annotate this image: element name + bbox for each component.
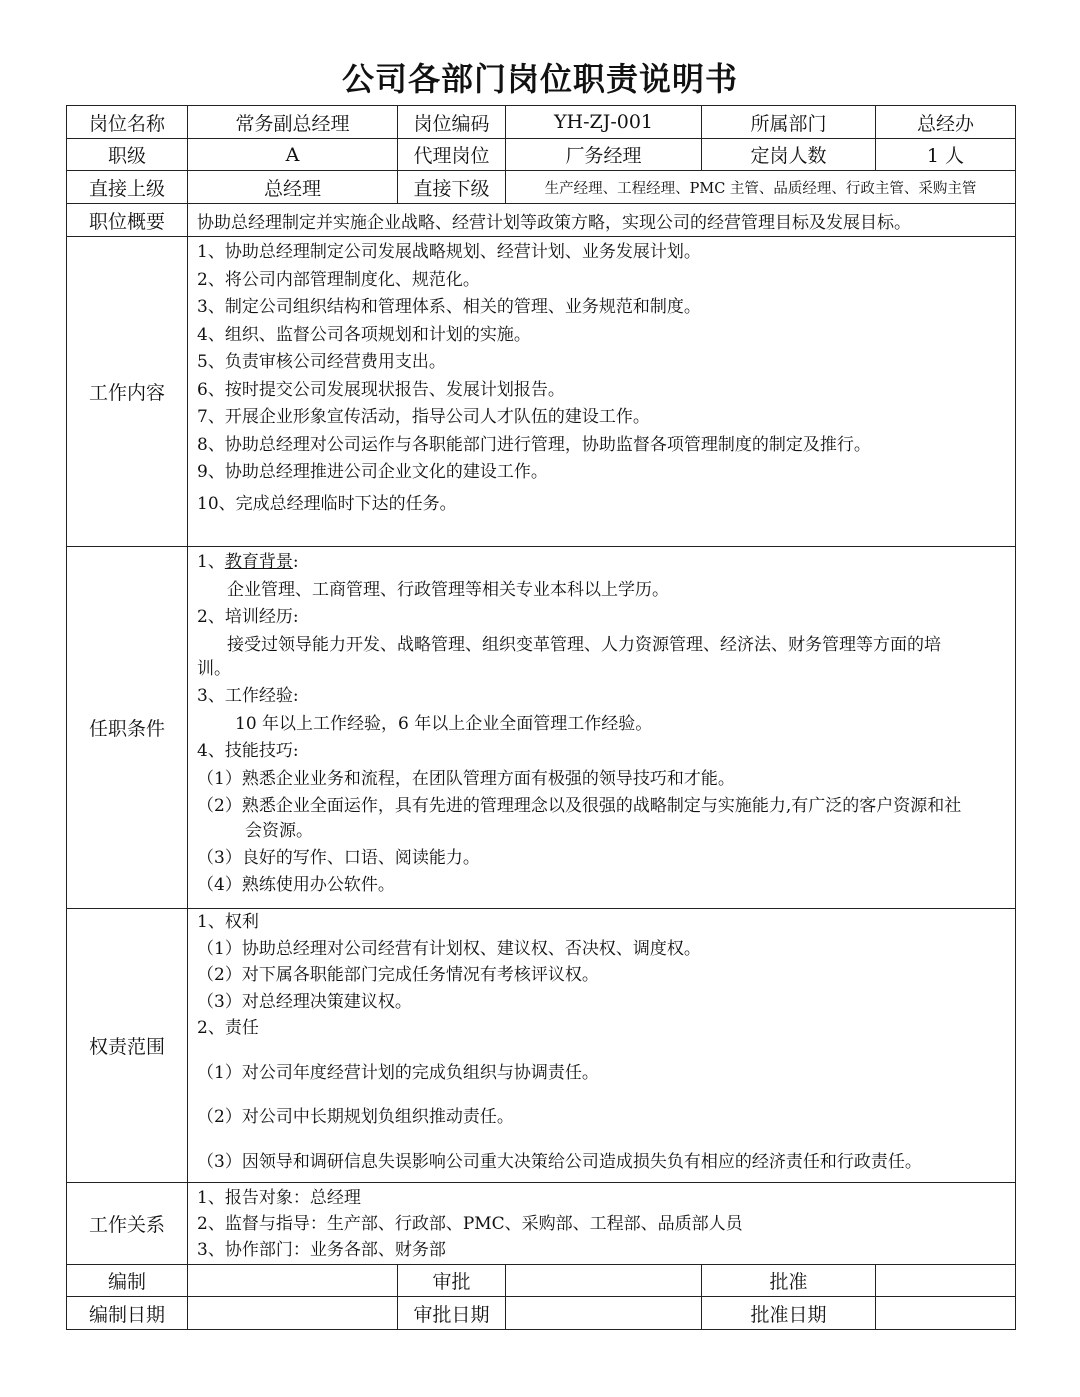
row-duties — [67, 237, 1016, 547]
level: A — [188, 139, 398, 171]
label-review-date: 审批日期 — [398, 1297, 506, 1330]
row-signoff-dates — [67, 1297, 1016, 1330]
list-item: 5、负责审核公司经营费用支出。 — [197, 352, 446, 372]
overview-text: 协助总经理制定并实施企业战略、经营计划等政策方略，实现公司的经营管理目标及发展目标。 — [188, 204, 1016, 237]
relation-item: 3、协作部门：业务各部、财务部 — [197, 1239, 446, 1260]
relations-content — [188, 1183, 1016, 1265]
relation-item: 2、监督与指导：生产部、行政部、PMC、采购部、工程部、品质部人员 — [197, 1213, 743, 1234]
label-duties: 工作内容 — [67, 237, 188, 547]
compile-date-value[interactable] — [188, 1297, 398, 1330]
list-item: 6、按时提交公司发展现状报告、发展计划报告。 — [197, 379, 565, 400]
right-item: （2）对下属各职能部门完成任务情况有考核评议权。 — [197, 965, 599, 985]
label-headcount: 定岗人数 — [702, 139, 876, 171]
direct-subordinates: 生产经理、工程经理、PMC 主管、品质经理、行政主管、采购主管 — [506, 171, 1016, 204]
responsibility-item: （3）因领导和调研信息失误影响公司重大决策给公司造成损失负有相应的经济责任和行政责任。 — [197, 1151, 922, 1172]
approve-date-value[interactable] — [876, 1297, 1016, 1330]
label-review: 审批 — [398, 1265, 506, 1297]
responsibility-item: （1）对公司年度经营计划的完成负组织与协调责任。 — [197, 1062, 599, 1083]
authority-content — [188, 909, 1016, 1183]
training-text-cont: 训。 — [197, 659, 231, 679]
row-reporting — [67, 171, 1016, 204]
experience-heading: 3、工作经验: — [197, 686, 299, 706]
position-code: YH-ZJ-001 — [506, 106, 702, 139]
department: 总经办 — [876, 106, 1016, 139]
list-item: 4、组织、监督公司各项规划和计划的实施。 — [197, 324, 531, 345]
right-item: （1）协助总经理对公司经营有计划权、建议权、否决权、调度权。 — [197, 938, 701, 959]
row-requirements — [67, 547, 1016, 909]
skills-heading: 4、技能技巧: — [197, 741, 299, 761]
skill-item: （1）熟悉企业业务和流程，在团队管理方面有极强的领导技巧和才能。 — [197, 768, 735, 789]
experience-text: 10 年以上工作经验，6 年以上企业全面管理工作经验。 — [235, 713, 653, 734]
skill-item: （3）良好的写作、口语、阅读能力。 — [197, 847, 480, 868]
label-compile: 编制 — [67, 1265, 188, 1297]
label-approve-date: 批准日期 — [702, 1297, 876, 1330]
list-item: 8、协助总经理对公司运作与各职能部门进行管理，协助监督各项管理制度的制定及推行。 — [197, 434, 871, 455]
headcount: 1 人 — [876, 139, 1016, 171]
requirements-content — [188, 547, 1016, 909]
list-item: 1、协助总经理制定公司发展战略规划、经营计划、业务发展计划。 — [197, 242, 701, 262]
label-overview: 职位概要 — [67, 204, 188, 237]
row-signoff — [67, 1265, 1016, 1297]
relation-item: 1、报告对象：总经理 — [197, 1187, 361, 1208]
skill-item: （4）熟练使用办公软件。 — [197, 875, 395, 895]
responsibility-heading: 2、责任 — [197, 1018, 259, 1038]
label-position-name: 岗位名称 — [67, 106, 188, 139]
rights-heading: 1、权利 — [197, 912, 259, 932]
approve-value[interactable] — [876, 1265, 1016, 1297]
label-compile-date: 编制日期 — [67, 1297, 188, 1330]
right-item: （3）对总经理决策建议权。 — [197, 991, 412, 1012]
compile-value[interactable] — [188, 1265, 398, 1297]
position-name: 常务副总经理 — [188, 106, 398, 139]
row-level — [67, 139, 1016, 171]
education-heading: 1、教育背景: — [197, 552, 299, 572]
label-level: 职级 — [67, 139, 188, 171]
direct-superior: 总经理 — [188, 171, 398, 204]
list-item: 9、协助总经理推进公司企业文化的建设工作。 — [197, 462, 548, 482]
job-description-table — [66, 105, 1016, 1330]
skill-item: （2）熟悉企业全面运作，具有先进的管理理念以及很强的战略制定与实施能力,有广泛的客户资源和社 — [197, 796, 962, 816]
label-position-code: 岗位编码 — [398, 106, 506, 139]
label-authority: 权责范围 — [67, 909, 188, 1183]
label-agent-position: 代理岗位 — [398, 139, 506, 171]
review-value[interactable] — [506, 1265, 702, 1297]
duties-list — [188, 237, 1016, 547]
row-authority — [67, 909, 1016, 1183]
list-item: 3、制定公司组织结构和管理体系、相关的管理、业务规范和制度。 — [197, 297, 701, 317]
row-relations — [67, 1183, 1016, 1265]
row-position — [67, 106, 1016, 139]
responsibility-item: （2）对公司中长期规划负组织推动责任。 — [197, 1107, 514, 1127]
training-heading: 2、培训经历: — [197, 607, 299, 627]
page-title: 公司各部门岗位职责说明书 — [341, 60, 738, 98]
education-text: 企业管理、工商管理、行政管理等相关专业本科以上学历。 — [227, 579, 669, 600]
label-direct-subordinate: 直接下级 — [398, 171, 506, 204]
row-overview — [67, 204, 1016, 237]
agent-position: 厂务经理 — [506, 139, 702, 171]
list-item: 2、将公司内部管理制度化、规范化。 — [197, 269, 480, 290]
skill-item-cont: 会资源。 — [245, 820, 313, 841]
label-department: 所属部门 — [702, 106, 876, 139]
list-item: 7、开展企业形象宣传活动，指导公司人才队伍的建设工作。 — [197, 407, 650, 427]
label-approve: 批准 — [702, 1265, 876, 1297]
label-relations: 工作关系 — [67, 1183, 188, 1265]
label-direct-superior: 直接上级 — [67, 171, 188, 204]
training-text: 接受过领导能力开发、战略管理、组织变革管理、人力资源管理、经济法、财务管理等方面的培 — [227, 634, 941, 655]
label-requirements: 任职条件 — [67, 547, 188, 909]
review-date-value[interactable] — [506, 1297, 702, 1330]
list-item: 10、完成总经理临时下达的任务。 — [197, 493, 457, 514]
